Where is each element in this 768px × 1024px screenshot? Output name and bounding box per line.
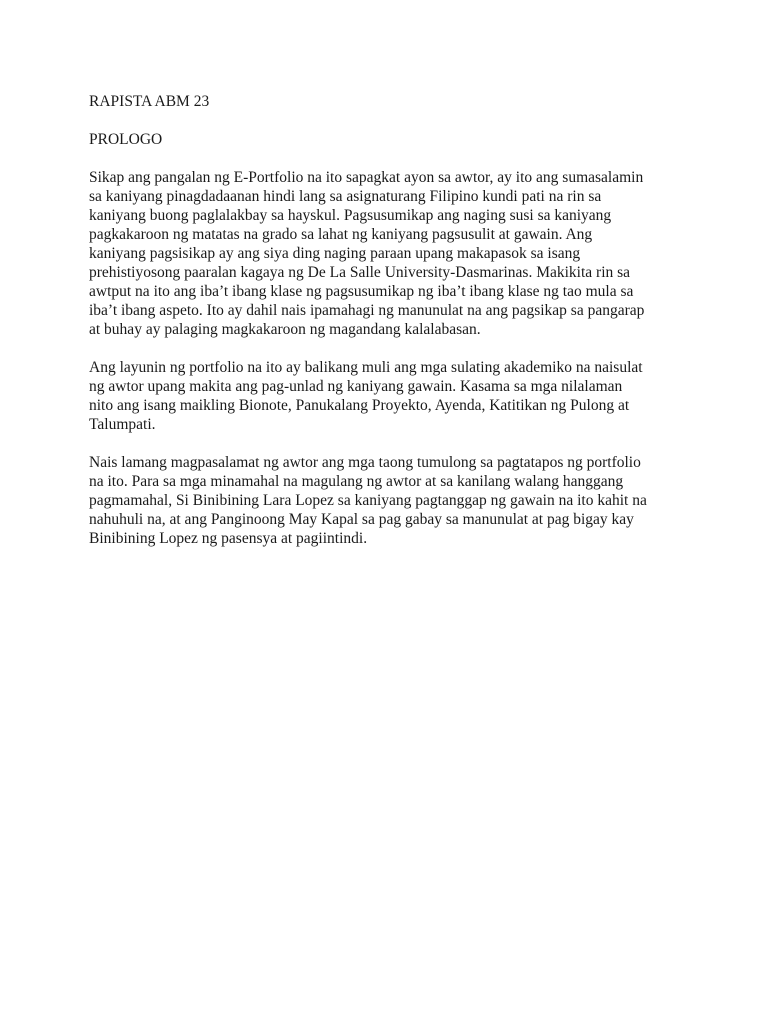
text-line: awtput na ito ang iba’t ibang klase ng pagsusumikap ng iba’t ibang klase ng tao mula sa [89,283,634,300]
text-line: nito ang isang maikling Bionote, Panukalang Proyekto, Ayenda, Katitikan ng Pulong at [89,397,630,414]
text-line: kaniyang buong paglalakbay sa hayskul. Pagsusumikap ang naging susi sa kaniyang [89,207,612,224]
paragraph-1 [89,168,689,339]
text-line: at buhay ay palaging magkakaroon ng magandang kalalabasan. [89,321,481,338]
text-line: Sikap ang pangalan ng E-Portfolio na ito sapagkat ayon sa awtor, ay ito ang sumasalamin [89,169,644,186]
document-heading: PROLOGO [89,131,163,148]
text-line: Nais lamang magpasalamat ng awtor ang mga taong tumulong sa pagtatapos ng portfolio [89,454,641,471]
text-line: Ang layunin ng portfolio na ito ay balikang muli ang mga sulating akademiko na naisulat [89,359,643,376]
text-line: pagmamahal, Si Binibining Lara Lopez sa kaniyang pagtanggap ng gawain na ito kahit na [89,492,647,509]
text-line: na ito. Para sa mga minamahal na magulang ng awtor at sa kanilang walang hanggang [89,473,624,490]
text-line: pagkakaroon ng matatas na grado sa lahat ng kaniyang pagsusulit at gawain. Ang [89,226,593,243]
document-body [89,92,689,567]
text-line: prehistiyosong paaralan kagaya ng De La Salle University-Dasmarinas. Makikita rin sa [89,264,631,281]
text-line: nahuhuli na, at ang Panginoong May Kapal sa pag gabay sa manunulat at pag bigay kay [89,511,634,528]
author-line: RAPISTA ABM 23 [89,93,210,110]
text-line: kaniyang pagsisikap ay ang siya ding naging paraan upang makapasok sa isang [89,245,581,262]
text-line: ng awtor upang makita ang pag-unlad ng kaniyang gawain. Kasama sa mga nilalaman [89,378,623,395]
text-line: sa kaniyang pinagdadaanan hindi lang sa asignaturang Filipino kundi pati na rin sa [89,188,602,205]
text-line: Binibining Lopez ng pasensya at pagiintindi. [89,530,368,547]
paragraph-2 [89,358,689,434]
text-line: Talumpati. [89,416,156,433]
text-line: iba’t ibang aspeto. Ito ay dahil nais ipamahagi ng manunulat na ang pagsikap sa pangarap [89,302,645,319]
paragraph-3 [89,453,689,548]
